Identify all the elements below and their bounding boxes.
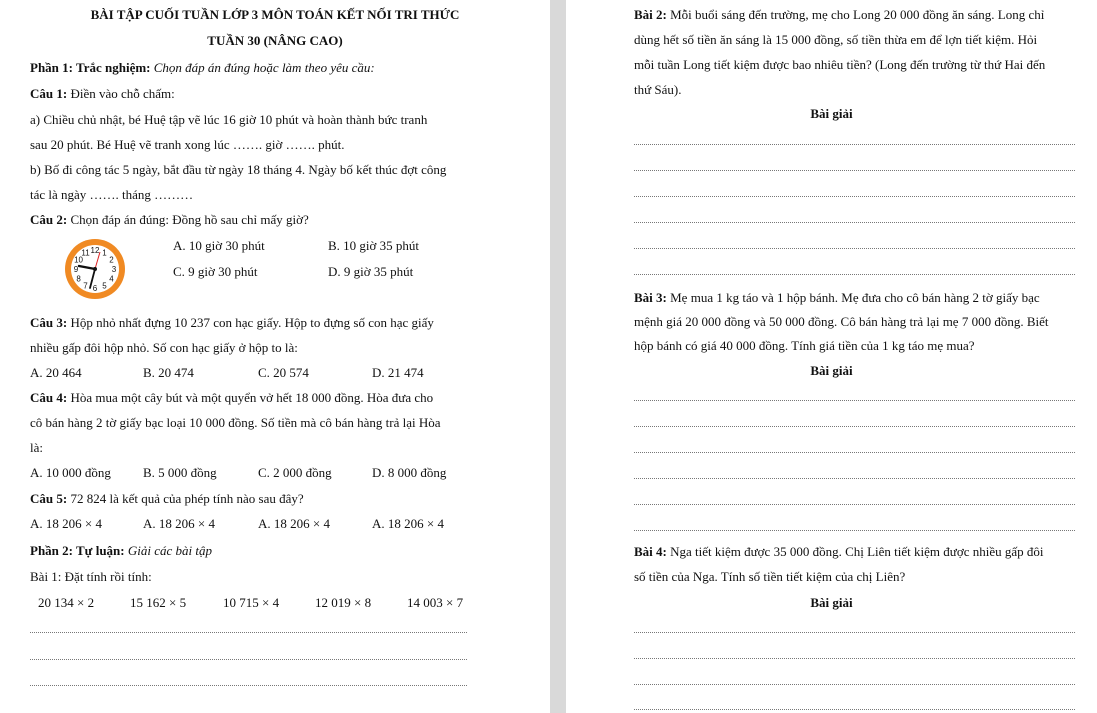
answer-line[interactable]: [634, 144, 1075, 145]
part2-label: Phần 2: Tự luận:: [30, 543, 125, 558]
answer-line[interactable]: [634, 658, 1075, 659]
q2-option-d: D. 9 giờ 35 phút: [328, 264, 414, 279]
q3-label: Câu 3:: [30, 315, 68, 330]
clock-numeral: 4: [109, 274, 114, 284]
b3-line2: mệnh giá 20 000 đồng và 50 000 đồng. Cô bán hàng trả lại mẹ 7 000 đồng. Biết: [634, 314, 1049, 329]
q5-text: 72 824 là kết quả của phép tính nào sau đây?: [70, 491, 304, 506]
ex1-text: Bài 1: Đặt tính rồi tính:: [30, 569, 152, 584]
answer-line[interactable]: [634, 684, 1075, 685]
b2-line1: [634, 7, 1044, 23]
b2-label: Bài 2:: [634, 7, 667, 22]
answer-line[interactable]: [634, 452, 1075, 453]
b3-line1: [634, 290, 1040, 306]
part1-heading: [30, 60, 375, 76]
q5-option-a: A. 18 206 × 4: [30, 516, 102, 531]
q4-line2: cô bán hàng 2 tờ giấy bạc loại 10 000 đồng. Số tiền mà cô bán hàng trả lại Hòa: [30, 415, 441, 430]
b4-label: Bài 4:: [634, 544, 667, 559]
b2-line4: thứ Sáu).: [634, 82, 682, 97]
part2-instruction: Giải các bài tập: [127, 543, 213, 558]
answer-line[interactable]: [634, 426, 1075, 427]
answer-line[interactable]: [634, 530, 1075, 531]
q4-line1: [30, 390, 433, 406]
q3-line2: nhiều gấp đôi hộp nhỏ. Số con hạc giấy ở hộp to là:: [30, 340, 298, 355]
q5-option-d: A. 18 206 × 4: [372, 516, 444, 531]
q4-line3: là:: [30, 440, 43, 455]
answer-line[interactable]: [634, 632, 1075, 633]
answer-line[interactable]: [634, 170, 1075, 171]
q2-option-a: A. 10 giờ 30 phút: [173, 238, 265, 253]
q3-option-c: C. 20 574: [258, 365, 309, 380]
q5-option-b: A. 18 206 × 4: [143, 516, 215, 531]
answer-line[interactable]: [634, 478, 1075, 479]
worksheet-title: BÀI TẬP CUỐI TUẦN LỚP 3 MÔN TOÁN KẾT NỐI TRI THỨC: [90, 7, 460, 22]
answer-line[interactable]: [30, 685, 467, 686]
q5-label: Câu 5:: [30, 491, 68, 506]
clock-numeral: 9: [73, 265, 79, 274]
ex1-item-3: 10 715 × 4: [223, 595, 280, 610]
q2-label: Câu 2:: [30, 212, 68, 227]
answer-line[interactable]: [634, 222, 1075, 223]
q2-option-c: C. 9 giờ 30 phút: [173, 264, 258, 279]
b2-text: Mỗi buổi sáng đến trường, mẹ cho Long 20 000 đồng ăn sáng. Long chỉ: [670, 7, 1045, 22]
answer-line[interactable]: [634, 274, 1075, 275]
q1b-line2: tác là ngày ……. tháng ………: [30, 187, 194, 202]
q5-heading: [30, 491, 304, 507]
clock-numeral: 2: [109, 255, 114, 265]
q3-option-d: D. 21 474: [372, 365, 424, 380]
answer-line[interactable]: [634, 709, 1075, 710]
worksheet-subtitle: TUẦN 30 (NÂNG CAO): [207, 33, 343, 48]
ex1-item-2: 15 162 × 5: [130, 595, 187, 610]
solution-heading: Bài giải: [810, 106, 853, 121]
solution-heading: Bài giải: [810, 595, 853, 610]
q1-heading: [30, 86, 175, 102]
q2-heading: [30, 212, 309, 228]
b2-line3: mỗi tuần Long tiết kiệm được bao nhiêu tiền? (Long đến trường từ thứ Hai đến: [634, 57, 1046, 72]
q2-text: Chọn đáp án đúng: Đồng hồ sau chỉ mấy giờ?: [70, 212, 309, 227]
q3-line1: [30, 315, 434, 331]
answer-line[interactable]: [634, 248, 1075, 249]
clock-numeral: 5: [102, 281, 107, 291]
q5-option-c: A. 18 206 × 4: [258, 516, 330, 531]
b3-text: Mẹ mua 1 kg táo và 1 hộp bánh. Mẹ đưa cho cô bán hàng 2 tờ giấy bạc: [670, 290, 1040, 305]
b3-label: Bài 3:: [634, 290, 667, 305]
ex1-item-4: 12 019 × 8: [315, 595, 372, 610]
clock-numeral: 7: [83, 281, 88, 291]
right-page: [566, 0, 1097, 713]
q4-option-b: B. 5 000 đồng: [143, 465, 217, 480]
q1a-line2: sau 20 phút. Bé Huệ vẽ tranh xong lúc ……. giờ ……. phút.: [30, 137, 345, 152]
clock-numeral: 3: [111, 265, 117, 274]
b2-line2: dùng hết số tiền ăn sáng là 15 000 đồng, số tiền thừa em để lợn tiết kiệm. Hỏi: [634, 32, 1038, 47]
clock-numeral: 8: [76, 274, 81, 284]
b3-line3: hộp bánh có giá 40 000 đồng. Tính giá tiền của 1 kg táo mẹ mua?: [634, 338, 975, 353]
clock-numeral: 12: [90, 246, 100, 255]
q4-option-c: C. 2 000 đồng: [258, 465, 332, 480]
solution-heading: Bài giải: [810, 363, 853, 378]
q4-text: Hòa mua một cây bút và một quyển vở hết 18 000 đồng. Hòa đưa cho: [70, 390, 434, 405]
answer-line[interactable]: [634, 504, 1075, 505]
q1a-line1: a) Chiều chủ nhật, bé Huệ tập vẽ lúc 16 giờ 10 phút và hoàn thành bức tranh: [30, 112, 428, 127]
clock-numeral: 11: [81, 248, 90, 258]
q2-option-b: B. 10 giờ 35 phút: [328, 238, 420, 253]
clock-icon: [62, 238, 128, 300]
ex1-item-1: 20 134 × 2: [38, 595, 95, 610]
q1b-line1: b) Bố đi công tác 5 ngày, bắt đầu từ ngày 18 tháng 4. Ngày bố kết thúc đợt công: [30, 162, 447, 177]
answer-line[interactable]: [30, 632, 467, 633]
q3-option-b: B. 20 474: [143, 365, 194, 380]
q3-text: Hộp nhỏ nhất đựng 10 237 con hạc giấy. Hộp to đựng số con hạc giấy: [70, 315, 434, 330]
part1-instruction: Chọn đáp án đúng hoặc làm theo yêu cầu:: [153, 60, 375, 75]
clock-numeral: 6: [92, 284, 98, 293]
part1-label: Phần 1: Trắc nghiệm:: [30, 60, 151, 75]
clock-numeral: 1: [102, 248, 107, 258]
ex1-item-5: 14 003 × 7: [407, 595, 464, 610]
answer-line[interactable]: [30, 659, 467, 660]
b4-text: Nga tiết kiệm được 35 000 đồng. Chị Liên tiết kiệm được nhiều gấp đôi: [670, 544, 1044, 559]
answer-line[interactable]: [634, 196, 1075, 197]
q4-option-d: D. 8 000 đồng: [372, 465, 447, 480]
q4-option-a: A. 10 000 đồng: [30, 465, 111, 480]
q1-text: Điền vào chỗ chấm:: [70, 86, 175, 101]
b4-line1: [634, 544, 1043, 560]
q1-label: Câu 1:: [30, 86, 68, 101]
q4-label: Câu 4:: [30, 390, 68, 405]
clock-center: [93, 267, 97, 271]
answer-line[interactable]: [634, 400, 1075, 401]
part2-heading: [30, 543, 212, 559]
clock-numeral: 10: [74, 255, 84, 265]
q3-option-a: A. 20 464: [30, 365, 82, 380]
b4-line2: số tiền của Nga. Tính số tiền tiết kiệm của chị Liên?: [634, 569, 906, 584]
